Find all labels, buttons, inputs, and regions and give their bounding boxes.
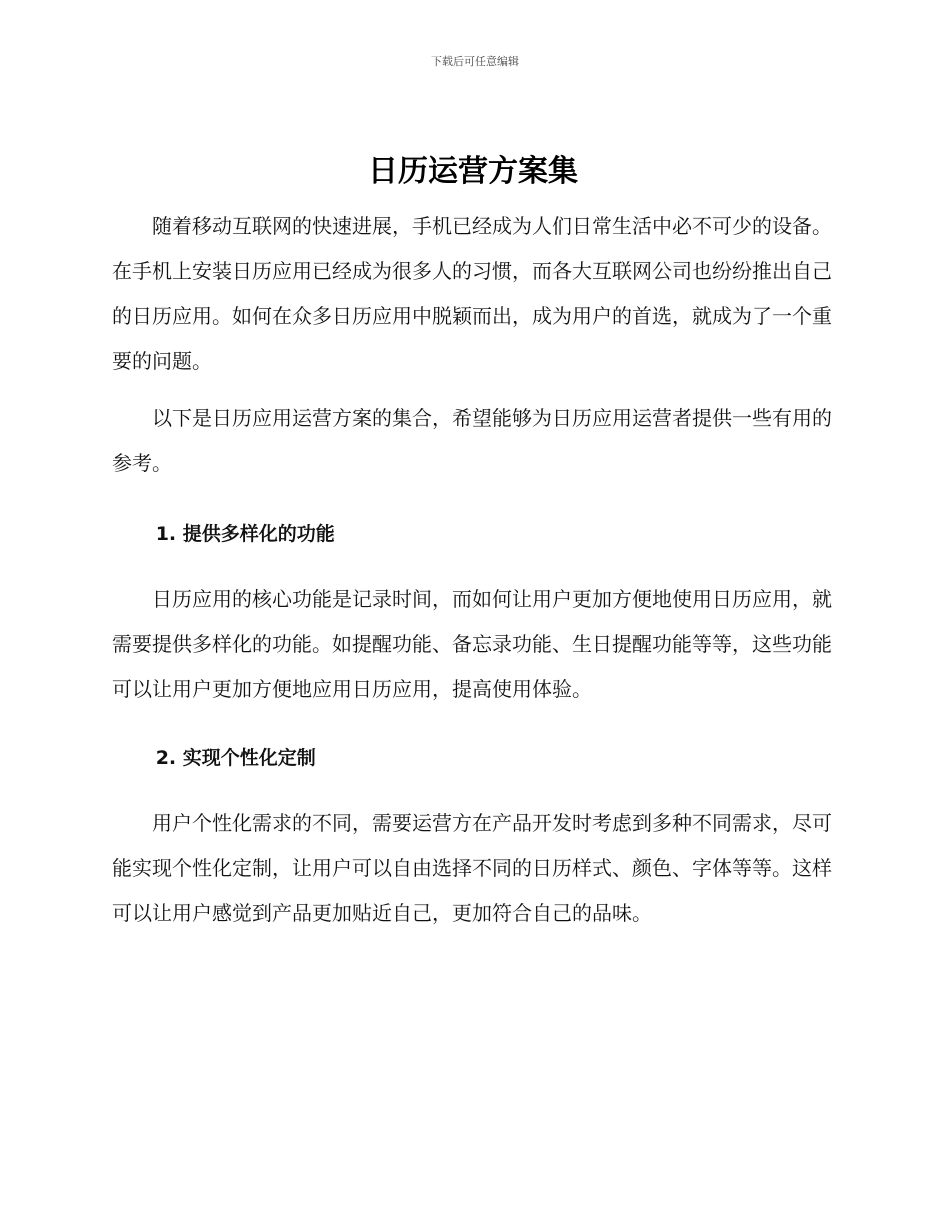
overview-paragraph: 以下是日历应用运营方案的集合，希望能够为日历应用运营者提供一些有用的参考。 bbox=[112, 406, 832, 475]
intro-paragraph: 随着移动互联网的快速进展，手机已经成为人们日常生活中必不可少的设备。在手机上安装日历应用已经成为很多人的习惯，而各大互联网公司也纷纷推出自己的日历应用。如何在众多日历应用中脱颖而出，成为用户的首选，就成为了一个重要的问题。 bbox=[112, 214, 832, 373]
header-note: 下载后可任意编辑 bbox=[431, 55, 519, 68]
document-title: 日历运营方案集 bbox=[368, 154, 578, 189]
section-paragraph-2: 用户个性化需求的不同，需要运营方在产品开发时考虑到多种不同需求，尽可能实现个性化定制，让用户可以自由选择不同的日历样式、颜色、字体等等。这样可以让用户感觉到产品更加贴近自己，更加符合自己的品味。 bbox=[112, 811, 832, 925]
section-paragraph-1: 日历应用的核心功能是记录时间，而如何让用户更加方便地使用日历应用，就需要提供多样化的功能。如提醒功能、备忘录功能、生日提醒功能等等，这些功能可以让用户更加方便地应用日历应用，提高使用体验。 bbox=[112, 587, 832, 701]
document-content bbox=[112, 150, 834, 936]
section-heading-2: 2. 实现个性化定制 bbox=[155, 747, 316, 769]
section-heading-1: 1. 提供多样化的功能 bbox=[155, 523, 335, 545]
